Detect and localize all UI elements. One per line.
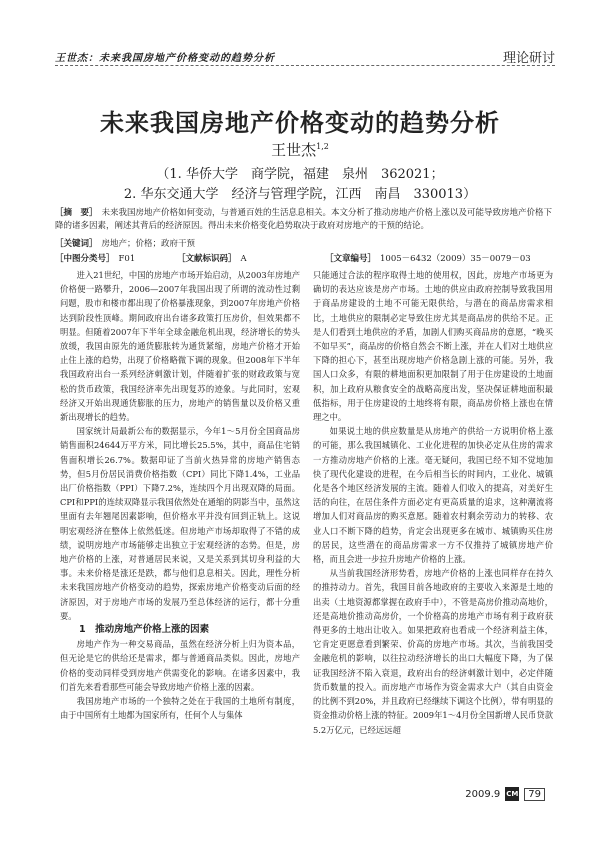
paragraph: 国家统计局最新公布的数据显示，今年1～5月份全国商品房销售面积24644万平方米，同比增长25.5%，其中，商品住宅销售面积增长26.7%。数据印证了当前火热异常的房地产销售态势，但5月份居民消费价格指数（CPI）同比下降1.4%，工业品出厂价格指数（PPI）下降7.2%，连续四个月出现双降的局面。CPI和PPI的连续双降显示我国依然处在通缩的阴影当中，虽然这里面有去年翘尾因素影响，但价格水平并没有回到正轨上。这说明宏观经济在整体上依然低迷。但房地产市场却取得了不错的成绩，说明房地产市场能够走出独立于宏观经济的态势。但是，房地产价格的上涨，对普通居民来说，又是关系到其切身利益的大事。未来价格是涨还是跌，都与他们息息相关。因此，理性分析未来我国房地产价格变动的趋势，探索房地产价格变动后面的经济原因，对于房地产市场的发展乃至总体经济的运行，都十分重要。 [60, 426, 300, 621]
article-title: 未来我国房地产价格变动的趋势分析 [100, 109, 500, 137]
keywords [55, 237, 555, 249]
paragraph: 我国房地产市场的一个独特之处在于我国的土地所有制度，由于中国所有土地都为国家所有，任何个人与集体 [60, 696, 300, 721]
issue-date: 2009.9 [465, 788, 501, 800]
paragraph: 只能通过合法的程序取得土地的使用权，因此，房地产市场更为确切的表达应该是房产市场。土地的供应由政府控制导致我国用于商品房建设的土地不可能无限供给，与潜在的商品房需求相比，土地供应的限制必定导致住房尤其是商品房的供给不足。正是人们看到土地供应的矛盾，加剧人们购买商品房的意愿，“晚买不如早买”，商品房的价格自然会不断上涨，并在人们对土地供应下降的担心下，甚至出现房地产价格急剧上涨的可能。另外，我国人口众多，有限的耕地面积更加限制了用于住房建设的土地面积，加上政府从粮食安全的战略高度出发，坚决保证耕地面积最低指标，用于住房建设的土地终将有限，商品房价格上涨也在情理之中。 [313, 270, 553, 423]
abstract-label: ［摘 要］ [55, 208, 98, 218]
article-metadata [55, 252, 555, 265]
paragraph: 从当前我国经济形势看，房地产价格的上涨也同样存在持久的推持动力。首先，我国目前各地政府的主要收入来源是土地的出卖（土地资源都掌握在政府手中），不管是高房价推动高地价，还是高地价推动高房价，一个价格高的房地产市场有利于政府获得更多的土地出让收入。如果把政府也看成一个经济利益主体，它肯定更愿意看到繁荣、价高的房地产市场。其次，当前我国受金融危机的影响，以往拉动经济增长的出口大幅度下降，为了保证我国经济不陷入衰退，政府出台的经济刺激计划中，必定伴随货币数量的投入。而房地产市场作为资金需求大户（其自由资金的比例不到20%，并且政府已经继续下调这个比例），带有明显的资金推动价格上涨的特征。2009年1～4月份全国新增人民币贷款5.2万亿元，已经远远超 [313, 568, 553, 735]
author-affil-marks: 1,2 [316, 142, 329, 151]
affiliation-1: （1. 华侨大学 商学院，福建 泉州 362021； [156, 167, 444, 182]
keywords-label: ［关键词］ [55, 239, 98, 249]
keywords-text: 房地产；价格；政府干预 [101, 239, 196, 249]
clc-value: F01 [118, 254, 136, 264]
section-label: 理论研讨 [502, 51, 555, 66]
section-heading: 1 推动房地产价格上涨的因素 [79, 624, 210, 636]
abstract-text: 未来我国房地产价格如何变动，与普通百姓的生活息息相关。本文分析了推动房地产价格上涨以及可能导致房地产价格下降的诸多因素，阐述其背后的经济原因。得出未来价格变化趋势取决于政府对房地产的干预的结论。 [55, 208, 553, 231]
author-line [0, 139, 600, 160]
clc-label: ［中图分类号］ [55, 254, 115, 264]
page-footer [465, 785, 545, 803]
right-column [313, 268, 553, 737]
paragraph: 房地产作为一种交易商品，虽然在经济分析上归为资本品，但无论是它的供给还是需求，都与普通商品类似。因此，房地产价格的变动同样受到房地产供需变化的影响。在诸多因素中，我们首先来看看那些可能会导致房地产价格上涨的因素。 [60, 639, 300, 692]
article-number [325, 252, 531, 264]
running-title: 王世杰：未来我国房地产价格变动的趋势分析 [55, 53, 275, 64]
document-code [177, 252, 247, 264]
doc-code-value: A [240, 254, 247, 264]
author-name: 王世杰 [271, 141, 317, 159]
page-number: 79 [524, 788, 545, 801]
affiliation-2: 2. 华东交通大学 经济与管理学院，江西 南昌 330013） [123, 187, 477, 202]
clc-number [55, 252, 135, 264]
doc-code-label: ［文献标识码］ [177, 254, 237, 264]
paragraph: 进入21世纪，中国的房地产市场开始启动，从2003年房地产价格便一路攀升，2006—2007年我国出现了所谓的流动性过剩问题，股市和楼市都出现了价格暴涨现象，到2007年房地产价格达到阶段性顶峰。期间政府出台诸多政策打压房价，但效果都不明显。但随着2007年下半年全球金融危机出现，经济增长的势头放缓，我国由原先的通货膨胀转为通货紧缩，房地产价格才开始止住上涨的趋势，出现了价格略微下调的现象。但2008年下半年我国政府出台一系列经济刺激计划，伴随着扩张的财政政策与宽松的货币政策，我国经济率先出现复苏的迹象。与此同时，宏观经济又开始出现通货膨胀的压力，房地产的销售量以及价格又重新出现增长的趋势。 [60, 270, 300, 423]
article-no-value: 1005－6432（2009）35－0079－03 [380, 254, 531, 264]
left-column [60, 268, 300, 723]
article-no-label: ［文章编号］ [325, 254, 377, 264]
header-divider [55, 65, 555, 66]
abstract [55, 207, 555, 233]
running-header [55, 45, 555, 67]
journal-logo: CM [505, 787, 519, 801]
paragraph: 如果说土地的供应数量是从房地产的供给一方说明价格上涨的可能，那么我国城镇化、工业化进程的加快必定从住房的需求一方推动房地产价格的上涨。毫无疑问，我国已经不知不觉地加快了现代化建设的进程，在今后相当长的时间内，工业化、城镇化是各个地区经济发展的主流。随着人们收入的提高，对美好生活的向往，在居住条件方面必定有更高质量的追求，这种潮流将增加人们对商品房的购买意愿。随着农村剩余劳动力的转移、农业人口不断下降的趋势，肯定会出现更多在城市、城镇购买住房的居民，这些潜在的商品房需求一方不仅推持了城镇房地产价格，而且会进一步拉升房地产价格的上涨。 [313, 426, 553, 565]
